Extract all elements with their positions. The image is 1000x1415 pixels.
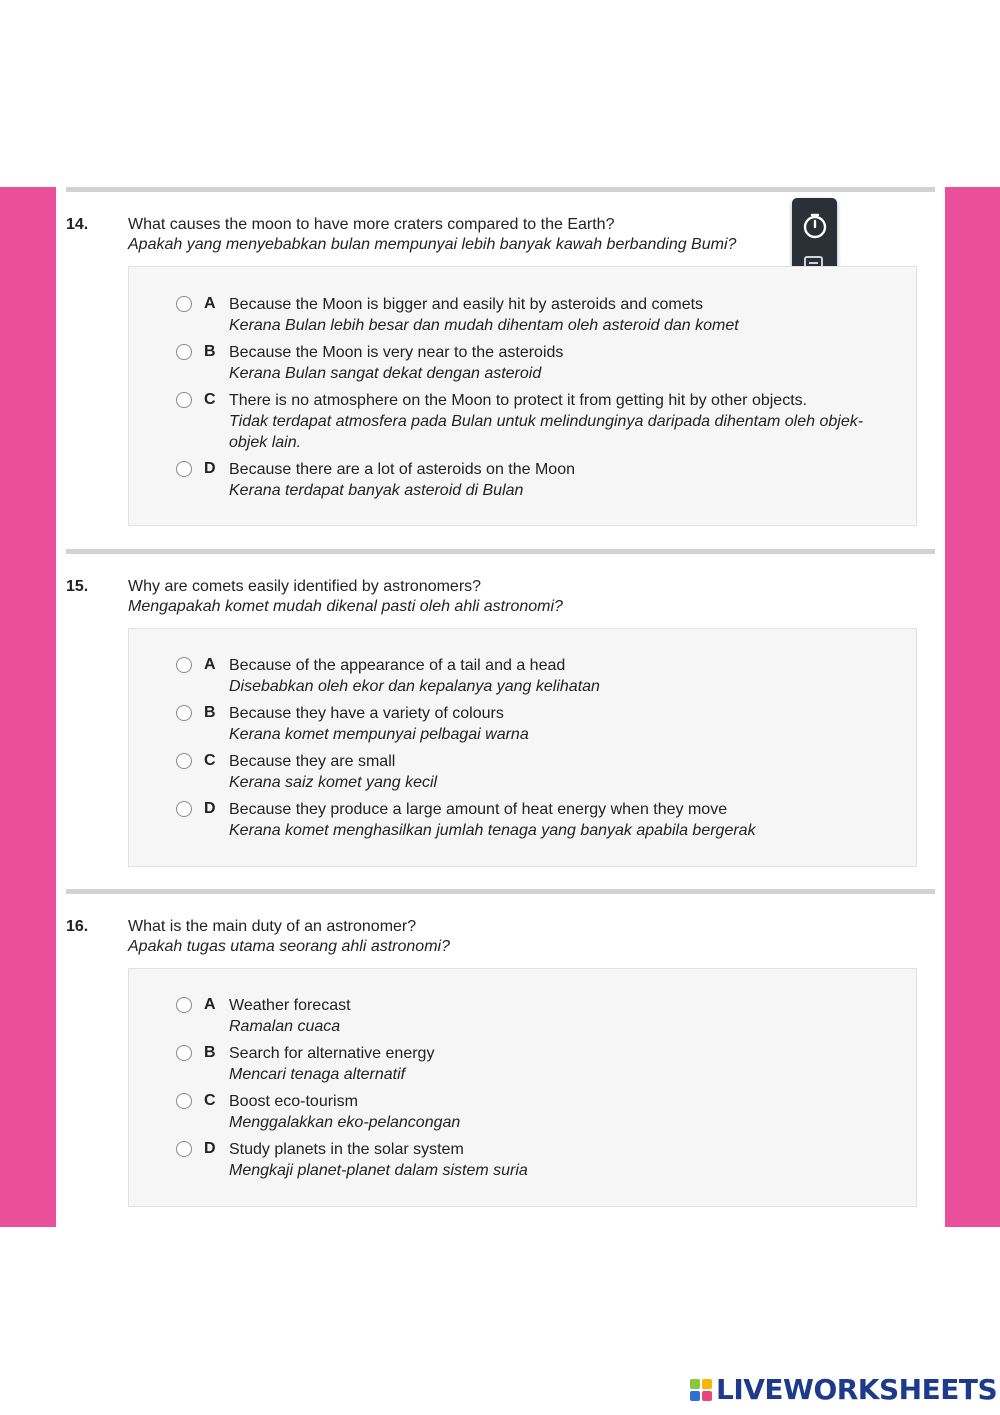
question-text-en: What causes the moon to have more craters compared to the Earth? [128, 216, 615, 233]
option-text-ms: Kerana saiz komet yang kecil [229, 774, 438, 791]
radio-button[interactable] [176, 705, 192, 721]
worksheet-content [56, 187, 945, 1227]
option-letter: C [204, 1092, 216, 1109]
question-text [128, 577, 563, 617]
option-text-ms: Tidak terdapat atmosfera pada Bulan untuk melindunginya daripada dihentam oleh objek-objek lain. [229, 413, 864, 451]
question-text-en: What is the main duty of an astronomer? [128, 918, 417, 935]
option-letter: C [204, 752, 216, 769]
option-d[interactable] [176, 1140, 896, 1184]
radio-button[interactable] [176, 801, 192, 817]
radio-button[interactable] [176, 753, 192, 769]
option-text-en: Search for alternative energy [229, 1045, 435, 1062]
option-text-ms: Kerana Bulan sangat dekat dengan asteroid [229, 365, 542, 382]
option-text-en: Because the Moon is very near to the asteroids [229, 344, 564, 361]
question-text-ms: Apakah yang menyebabkan bulan mempunyai lebih banyak kawah berbanding Bumi? [128, 236, 737, 253]
option-d[interactable] [176, 460, 896, 504]
option-b[interactable] [176, 704, 896, 748]
option-text-ms: Kerana komet menghasilkan jumlah tenaga yang banyak apabila bergerak [229, 822, 756, 839]
option-text-ms: Disebabkan oleh ekor dan kepalanya yang kelihatan [229, 678, 600, 695]
question-text-ms: Apakah tugas utama seorang ahli astronomi? [128, 938, 450, 955]
question-number: 16. [66, 918, 89, 935]
option-text-ms: Menggalakkan eko-pelancongan [229, 1114, 461, 1131]
option-letter: A [204, 656, 216, 673]
option-d[interactable] [176, 800, 896, 844]
option-letter: D [204, 800, 216, 817]
option-c[interactable] [176, 391, 896, 455]
radio-button[interactable] [176, 997, 192, 1013]
option-text-ms: Mencari tenaga alternatif [229, 1066, 406, 1083]
question-number: 15. [66, 578, 89, 595]
option-text-en: Because they produce a large amount of heat energy when they move [229, 801, 728, 818]
options-box [128, 266, 917, 526]
option-letter: D [204, 460, 216, 477]
option-text-en: There is no atmosphere on the Moon to protect it from getting hit by other objects. [229, 392, 808, 409]
option-text-en: Because they are small [229, 753, 396, 770]
option-b[interactable] [176, 343, 896, 387]
question-text-en: Why are comets easily identified by astronomers? [128, 578, 482, 595]
option-letter: B [204, 1044, 216, 1061]
option-text-en: Because they have a variety of colours [229, 705, 504, 722]
question-15 [56, 549, 945, 869]
option-a[interactable] [176, 656, 896, 700]
option-b[interactable] [176, 1044, 896, 1088]
question-divider [66, 889, 935, 894]
option-letter: A [204, 295, 216, 312]
options-box [128, 968, 917, 1207]
radio-button[interactable] [176, 1093, 192, 1109]
radio-button[interactable] [176, 1045, 192, 1061]
question-divider [66, 187, 935, 192]
option-text-en: Study planets in the solar system [229, 1141, 464, 1158]
options-box [128, 628, 917, 867]
option-letter: A [204, 996, 216, 1013]
option-text-ms: Kerana terdapat banyak asteroid di Bulan [229, 482, 524, 499]
option-a[interactable] [176, 996, 896, 1040]
option-text-en: Boost eco-tourism [229, 1093, 358, 1110]
option-letter: C [204, 391, 216, 408]
option-letter: D [204, 1140, 216, 1157]
option-c[interactable] [176, 1092, 896, 1136]
question-text-ms: Mengapakah komet mudah dikenal pasti oleh ahli astronomi? [128, 598, 563, 615]
brand-name: LIVEWORKSHEETS [716, 1373, 998, 1406]
question-14 [56, 187, 945, 527]
option-text-ms: Ramalan cuaca [229, 1018, 341, 1035]
option-c[interactable] [176, 752, 896, 796]
option-text-en: Because the Moon is bigger and easily hit by asteroids and comets [229, 296, 704, 313]
option-text-en: Because there are a lot of asteroids on the Moon [229, 461, 575, 478]
option-text-en: Because of the appearance of a tail and a head [229, 657, 566, 674]
timer-icon[interactable] [801, 212, 829, 240]
radio-button[interactable] [176, 344, 192, 360]
option-a[interactable] [176, 295, 896, 339]
option-text-ms: Kerana komet mempunyai pelbagai warna [229, 726, 529, 743]
liveworksheets-logo-icon [690, 1379, 712, 1401]
right-pink-border [945, 187, 1000, 1227]
question-text [128, 215, 736, 255]
option-text-ms: Mengkaji planet-planet dalam sistem suria [229, 1162, 528, 1179]
radio-button[interactable] [176, 657, 192, 673]
radio-button[interactable] [176, 1141, 192, 1157]
option-letter: B [204, 704, 216, 721]
left-pink-border [0, 187, 56, 1227]
question-divider [66, 549, 935, 554]
radio-button[interactable] [176, 392, 192, 408]
option-text-ms: Kerana Bulan lebih besar dan mudah dihentam oleh asteroid dan komet [229, 317, 739, 334]
option-text-en: Weather forecast [229, 997, 351, 1014]
question-text [128, 917, 450, 957]
radio-button[interactable] [176, 296, 192, 312]
radio-button[interactable] [176, 461, 192, 477]
question-number: 14. [66, 216, 89, 233]
question-16 [56, 889, 945, 1209]
option-letter: B [204, 343, 216, 360]
